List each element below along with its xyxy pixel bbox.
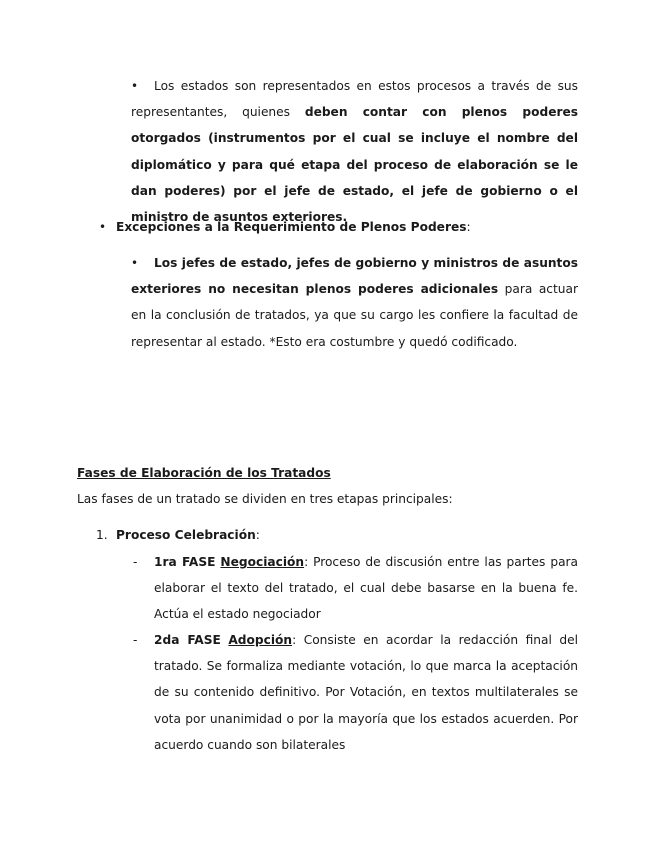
dash-marker: - [133,633,138,647]
bullet-marker: • [131,256,139,270]
section-title [77,460,331,486]
section-intro: Las fases de un tratado se dividen en tres etapas principales: [77,492,453,506]
list-number: 1. [96,528,108,542]
heading-text: Excepciones a la Requerimiento de Plenos Poderes [116,220,467,234]
phase-1-item [154,549,578,628]
paragraph [131,250,578,355]
text-run: para actuar en la conclusión de tratados, ya que su cargo les confiere la facultad de representar al estado. *Esto era costumbre y quedó codificado. [131,282,578,349]
phase-text: : Consiste en acordar la redacción final del tratado. Se formaliza mediante votación, lo que marca la aceptación de su contenido definitivo. Por Votación, en textos multilaterales se vota por unanimidad o por la mayoría que los estados acuerden. Por acuerdo cuando son bilaterales [154,633,578,752]
dash-marker: - [133,555,138,569]
paragraph [154,627,578,758]
paragraph [154,549,578,628]
bullet-marker: • [99,220,107,234]
phase-name: Negociación [220,555,305,569]
exceptions-heading [116,214,471,240]
list-heading-colon: : [255,528,260,542]
bullet-item-representantes [131,73,578,230]
section-title-text: Fases de Elaboración de los Tratados [77,466,331,480]
bullet-item-excepciones [131,250,578,355]
phase-2-item [154,627,578,758]
phase-text: : Proceso de discusión entre las partes para elaborar el texto del tratado, el cual debe basarse en la buena fe. Actúa el estado negociador [154,555,579,622]
paragraph [131,73,578,230]
bold-text-run: Los jefes de estado, jefes de gobierno y ministros de asuntos exteriores no necesitan plenos poderes adicionales [131,256,578,297]
phase-name: Adopción [228,633,293,647]
bold-text-run: deben contar con plenos poderes otorgados (instrumentos por el cual se incluye el nombre del diplomático y para qué etapa del proceso de elaboración se le dan poderes) por el jefe de estado, el jefe de gobierno o el ministro de asuntos exteriores. [131,105,578,225]
list-heading-text: Proceso Celebración [116,528,256,542]
text-run: Los estados son representados en estos procesos a través de sus representantes, quienes [131,79,578,120]
list-heading [116,522,260,548]
bullet-marker: • [131,79,139,93]
heading-colon: : [466,220,471,234]
phase-label: 2da FASE [154,633,221,647]
phase-label: 1ra FASE [154,555,216,569]
